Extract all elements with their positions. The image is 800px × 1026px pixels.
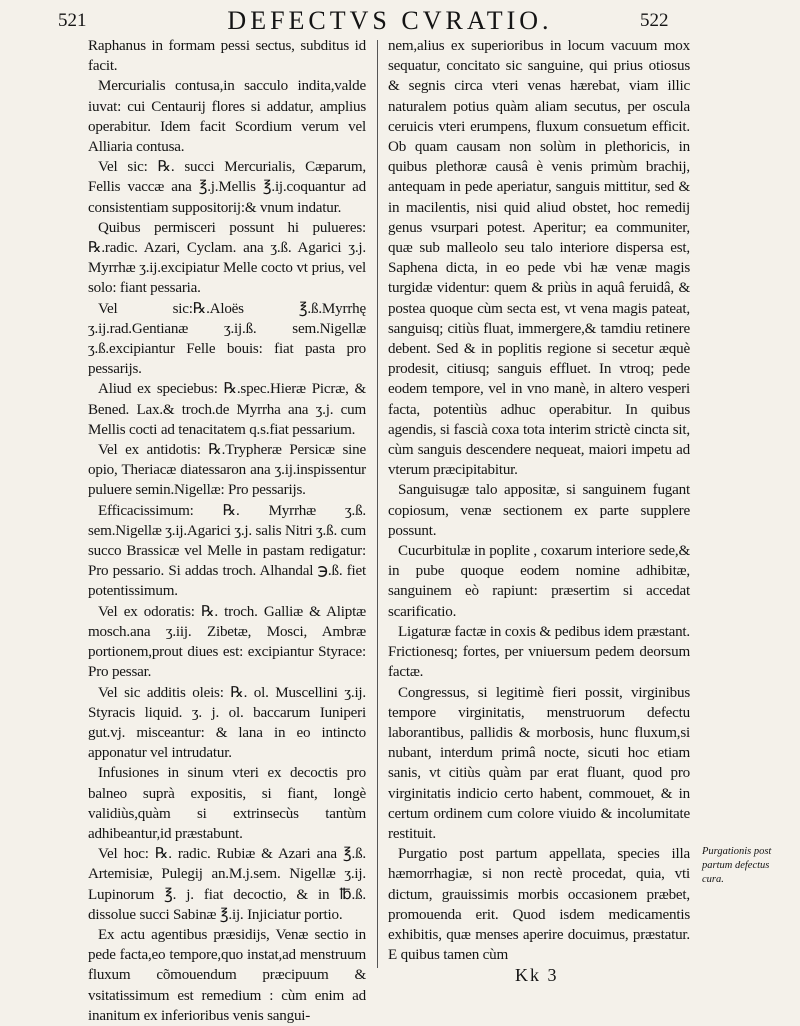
paragraph: Mercurialis contusa,in sacculo indita,valde iuvat: cui Centaurij flores si addatur, amplius operabitur. Idem facit Scordium verum vel Alliaria contusa. xyxy=(88,78,366,156)
page-header xyxy=(0,4,800,34)
paragraph: Vel sic:℞.Aloës ℥.ß.Myrrhę ʒ.ij.rad.Gentianæ ʒ.ij.ß. sem.Nigellæ ʒ.ß.excipiantur Felle bouis: fiat pasta pro pessarijs. xyxy=(88,300,366,378)
paragraph: nem,alius ex superioribus in locum vacuum mox sequatur, concitato sic sanguine, qui prius otiosus & segnis circa vteri venas hærebat, viam illic naturalem potius quàm aliam secutus, per oscula ceruicis vteri erumpens, fluxum consuetum efficit. Ob quam causam non solùm in plethoricis, in quibus plethoræ causâ è venis primùm brachij, antequam in pede aperiatur, sanguis mittitur, sed & in macilentis, nisi quid aliud obstet, hoc remedij genus vsurpari potest. Aperitur; ea communiter, quæ sub malleolo seu talo interiore dispersa est, Saphena dicta, in eo pede vbi hæ venæ magis turgidæ videntur: quem & priùs in aquâ feruidâ, & postea quoque cùm secta est, vt vena magis pateat, sanguisq; citiùs fluat, immergere,& tamdiu retinere debent. Sed & in poplitis regione si secetur æquè prodesit, citiusq; sanguis effluet. In vtroq; pede eodem tempore, vel in vno manè, in altero vesperi facta, potentiùs adhuc operabitur. In quibus agendis, si fascià coxa tota interim strictè cincta sit, cùm sanguis descendere nequeat, maiori impetu ad vterum præcipitabitur. xyxy=(388,38,690,479)
margin-note: Purgationis post partum defectus cura. xyxy=(702,846,772,885)
paragraph: Quibus permisceri possunt hi pulueres: ℞.radic. Azari, Cyclam. ana ʒ.ß. Agarici ʒ.j. Myrrhæ ʒ.ij.excipiatur Melle cocto vt prius, vel solo: fiant pessaria. xyxy=(88,219,366,297)
paragraph: Ex actu agentibus præsidijs, Venæ sectio in pede facta,eo tempore,quo instat,ad menstruum fluxum cõmouendum præcipuum & vsitatissimum est remedium : cùm enim ad inanitum ex inferioribus venis sangui- xyxy=(88,926,366,1024)
paragraph: Efficacissimum: ℞. Myrrhæ ʒ.ß. sem.Nigellæ ʒ.ij.Agarici ʒ.j. salis Nitri ʒ.ß. cum succo Brassicæ vel Melle in pastam redigatur: Pro pessario. Si addas troch. Alhandal ℈.ß. fiet potentissimum. xyxy=(88,502,366,600)
paragraph: Purgatio post partum appellata, species illa hæmorrhagiæ, si non rectè procedat, quia, vti dictum, grauissimis morbis occasionem præbet, promouenda erit. Quod isdem medicamentis exhibitis, quæ menses aperire docuimus, præstatur. E quibus tamen cùm xyxy=(388,846,690,964)
page-number-left: 521 xyxy=(58,10,87,31)
paragraph: Congressus, si legitimè fieri possit, virginibus tempore virginitatis, menstruorum defectu laborantibus, pallidis & morbosis, hunc fluxum,si nubant, interdum primâ nocte, sicuti hoc etiam sanis, vt citiùs quàm par erat fluant, quod pro virginitatis indicio certo habent, commouet, & in certum ordinem cum colore viuido & incolumitate restituit. xyxy=(388,684,690,842)
paragraph: Vel sic additis oleis: ℞. ol. Muscellini ʒ.ij. Styracis liquid. ʒ. j. ol. baccarum Iuniperi gut.vj. misceantur: & lana in eo intincto apponatur vel intrudatur. xyxy=(88,684,366,762)
paragraph: Sanguisugæ talo appositæ, si sanguinem fugant copiosum, venæ sectionem ex parte supplere possunt. xyxy=(388,482,690,539)
page-number-right: 522 xyxy=(640,10,669,31)
paragraph: Vel ex odoratis: ℞. troch. Galliæ & Aliptæ mosch.ana ʒ.iij. Zibetæ, Mosci, Ambræ portionem,prout diues est: excipiantur Styrace: Pro pessar. xyxy=(88,603,366,681)
left-column xyxy=(88,36,366,1026)
paragraph: Infusiones in sinum vteri ex decoctis pro balneo suprà expositis, si fiant, longè validiùs,quàm si extrinsecùs tantùm adhibeantur,id præstabunt. xyxy=(88,765,366,842)
paragraph: Ligaturæ factæ in coxis & pedibus idem præstant. Frictionesq; fortes, per vniuersum pedem deorsum factæ. xyxy=(388,623,690,681)
paragraph: Vel hoc: ℞. radic. Rubiæ & Azari ana ℥.ß. Artemisiæ, Pulegij an.M.j.sem. Nigellæ ʒ.ij. Lupinorum ℥. j. fiat decoctio, & in ℔.ß. dissolue succi Sabinæ ℥.ij. Injiciatur portio. xyxy=(88,846,366,923)
right-column xyxy=(388,36,690,965)
paragraph: Vel sic: ℞. succi Mercurialis, Cæparum, Fellis vaccæ ana ℥.j.Mellis ℥.ij.coquantur ad consistentiam suppositorij:& vnum indatur. xyxy=(88,159,366,216)
paragraph: Cucurbitulæ in poplite , coxarum interiore sede,& in pube quoque eodem nomine adhibitæ, sanguinem eò rapiunt: præsertim si accedat scarificatio. xyxy=(388,543,690,620)
signature-mark: Kk 3 xyxy=(515,965,559,985)
running-title: DEFECTVS CVRATIO. xyxy=(227,6,553,35)
paragraph: Raphanus in formam pessi sectus, subditus id facit. xyxy=(88,38,366,75)
paragraph: Vel ex antidotis: ℞.Trypheræ Persicæ sine opio, Theriacæ diatessaron ana ʒ.ij.inspissentur puluere semin.Nigellæ: Pro pessarijs. xyxy=(88,442,366,499)
column-divider xyxy=(377,40,378,968)
paragraph: Aliud ex speciebus: ℞.spec.Hieræ Picræ, & Bened. Lax.& troch.de Myrrha ana ʒ.j. cum Mellis cocti ad tenacitatem q.s.fiat pessarium. xyxy=(88,381,366,438)
